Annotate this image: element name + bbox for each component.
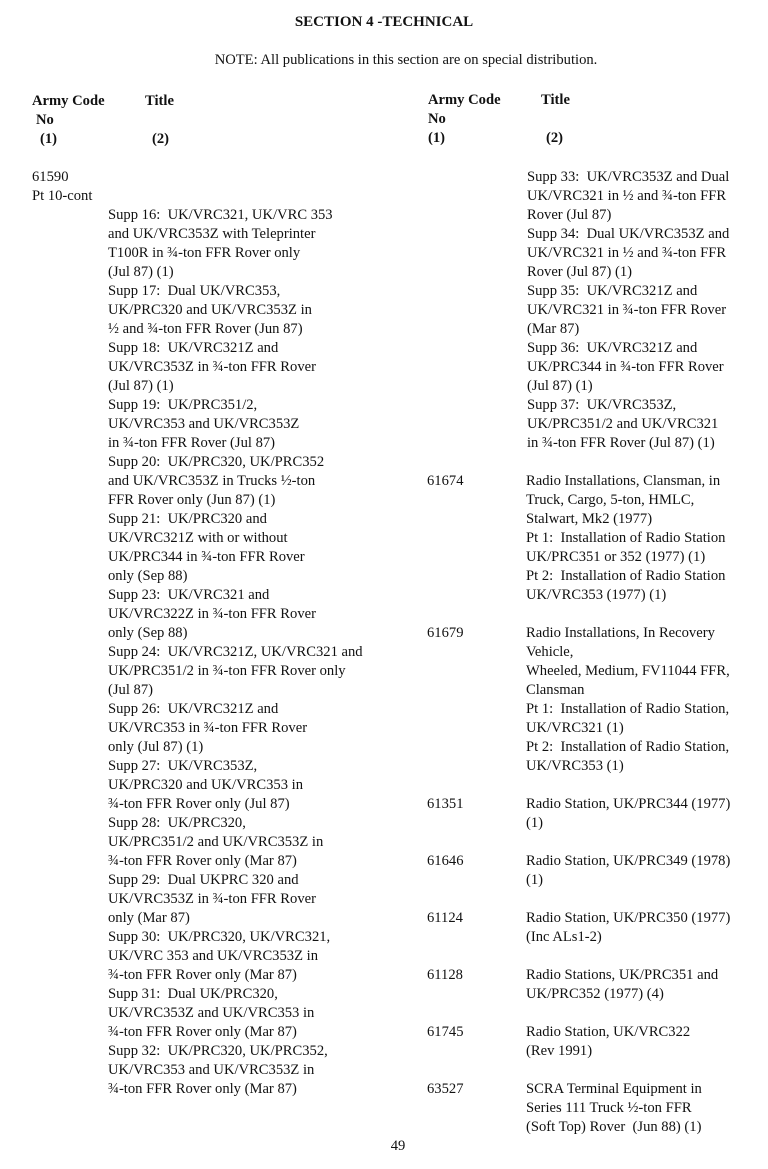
text-line: only (Sep 88) [108,625,188,641]
text-line: UK/PRC320 and UK/VRC353 in [108,777,304,793]
text-line: Vehicle, [526,644,574,660]
text-line: UK/PRC351/2 and UK/VRC353Z in [108,834,324,850]
text-line: Pt 1: Installation of Radio Station [526,530,726,546]
text-line: Series 111 Truck ½-ton FFR [526,1100,692,1116]
title-label: Title [145,93,174,109]
text-line: Supp 30: UK/PRC320, UK/VRC321, [108,929,331,945]
text-line: Radio Stations, UK/PRC351 and [526,967,719,983]
text-line: Supp 17: Dual UK/VRC353, [108,283,281,299]
text-line: ¾-ton FFR Rover only (Mar 87) [108,853,297,869]
text-line: (Inc ALs1-2) [526,929,602,945]
text-line: ¾-ton FFR Rover only (Mar 87) [108,1081,297,1097]
army-code-no-label: No [428,111,446,127]
text-line: Supp 19: UK/PRC351/2, [108,397,258,413]
text-line: (Soft Top) Rover (Jun 88) (1) [526,1119,702,1135]
text-line: only (Jul 87) (1) [108,739,204,755]
text-line: UK/VRC322Z in ¾-ton FFR Rover [108,606,316,622]
entry-army-code: 61679 [427,625,464,641]
text-line: Supp 21: UK/PRC320 and [108,511,267,527]
text-line: T100R in ¾-ton FFR Rover only [108,245,301,261]
army-code-label: Army Code [32,93,105,109]
text-line: in ¾-ton FFR Rover (Jul 87) (1) [527,435,715,451]
text-line: Radio Station, UK/PRC350 (1977) [526,910,731,926]
text-line: only (Mar 87) [108,910,190,926]
text-line: (1) [526,815,544,831]
text-line: UK/VRC353 in ¾-ton FFR Rover [108,720,308,736]
entry-title [526,624,730,776]
text-line: Supp 28: UK/PRC320, [108,815,246,831]
right-title-header [541,91,570,148]
text-line: UK/PRC351/2 in ¾-ton FFR Rover only [108,663,346,679]
text-line: Pt 1: Installation of Radio Station, [526,701,730,717]
text-line: Supp 23: UK/VRC321 and [108,587,270,603]
text-line: Supp 16: UK/VRC321, UK/VRC 353 [108,207,333,223]
text-line: UK/VRC353 (1) [526,758,624,774]
text-line: UK/VRC 353 and UK/VRC353Z in [108,948,318,964]
right-army-code-header [428,91,501,148]
text-line: Supp 27: UK/VRC353Z, [108,758,258,774]
entry-title [526,1023,690,1061]
left-title-header [145,92,174,149]
text-line: and UK/VRC353Z in Trucks ½-ton [108,473,316,489]
text-line: Supp 37: UK/VRC353Z, [527,397,677,413]
page-number: 49 [390,1138,406,1154]
text-line: UK/PRC351 or 352 (1977) (1) [526,549,706,565]
left-army-code-header [32,92,105,149]
distribution-note: NOTE: All publications in this section are on special distribution. [214,52,598,68]
col2-number-label: (2) [152,131,170,147]
text-line: Supp 24: UK/VRC321Z, UK/VRC321 and [108,644,363,660]
text-line: (Jul 87) (1) [108,264,174,280]
text-line: UK/VRC321Z with or without [108,530,288,546]
text-line: UK/PRC344 in ¾-ton FFR Rover [527,359,724,375]
text-line: UK/VRC321 (1) [526,720,624,736]
text-line: UK/VRC353Z in ¾-ton FFR Rover [108,891,316,907]
text-line: Supp 20: UK/PRC320, UK/PRC352 [108,454,325,470]
text-line: UK/VRC353 and UK/VRC353Z [108,416,300,432]
text-line: Supp 18: UK/VRC321Z and [108,340,279,356]
text-line: Supp 33: UK/VRC353Z and Dual [527,169,730,185]
text-line: in ¾-ton FFR Rover (Jul 87) [108,435,276,451]
text-line: Supp 32: UK/PRC320, UK/PRC352, [108,1043,328,1059]
left-part-label: Pt 10-cont [32,188,93,204]
text-line: UK/VRC353 (1977) (1) [526,587,667,603]
text-line: Stalwart, Mk2 (1977) [526,511,653,527]
text-line: Pt 2: Installation of Radio Station [526,568,726,584]
entry-title [526,472,725,605]
text-line: Rover (Jul 87) (1) [527,264,632,280]
text-line: UK/VRC353Z and UK/VRC353 in [108,1005,315,1021]
entry-title [526,795,730,833]
text-line: FFR Rover only (Jun 87) (1) [108,492,276,508]
text-line: (Jul 87) [108,682,153,698]
text-line: Supp 36: UK/VRC321Z and [527,340,698,356]
text-line: ¾-ton FFR Rover only (Jul 87) [108,796,290,812]
text-line: and UK/VRC353Z with Teleprinter [108,226,316,242]
text-line: Supp 29: Dual UKPRC 320 and [108,872,299,888]
left-army-code: 61590 [32,169,69,185]
army-code-label: Army Code [428,92,501,108]
text-line: only (Sep 88) [108,568,188,584]
text-line: Radio Installations, Clansman, in [526,473,721,489]
entry-army-code: 61124 [427,910,463,926]
entry-army-code: 61745 [427,1024,464,1040]
entry-army-code: 61646 [427,853,464,869]
text-line: Radio Station, UK/PRC349 (1978) [526,853,731,869]
entry-army-code: 61128 [427,967,463,983]
text-line: Pt 2: Installation of Radio Station, [526,739,730,755]
text-line: ¾-ton FFR Rover only (Mar 87) [108,967,297,983]
text-line: UK/PRC351/2 and UK/VRC321 [527,416,719,432]
entry-title [526,966,718,1004]
right-supplement-lines [527,168,729,453]
text-line: SCRA Terminal Equipment in [526,1081,702,1097]
text-line: Radio Installations, In Recovery [526,625,715,641]
text-line: Supp 26: UK/VRC321Z and [108,701,279,717]
col2-number-label: (2) [546,130,564,146]
entry-army-code: 63527 [427,1081,464,1097]
entry-army-code: 61674 [427,473,464,489]
text-line: (Jul 87) (1) [527,378,593,394]
text-line: ½ and ¾-ton FFR Rover (Jun 87) [108,321,303,337]
text-line: Supp 34: Dual UK/VRC353Z and [527,226,730,242]
text-line: Wheeled, Medium, FV11044 FFR, [526,663,730,679]
text-line: Rover (Jul 87) [527,207,612,223]
text-line: UK/PRC344 in ¾-ton FFR Rover [108,549,305,565]
col1-number-label: (1) [40,131,58,147]
entry-army-code: 61351 [427,796,464,812]
text-line: Clansman [526,682,585,698]
text-line: ¾-ton FFR Rover only (Mar 87) [108,1024,297,1040]
text-line: (1) [526,872,544,888]
text-line: Radio Station, UK/PRC344 (1977) [526,796,731,812]
text-line: UK/VRC321 in ½ and ¾-ton FFR [527,188,727,204]
army-code-no-label: No [36,112,54,128]
text-line: UK/PRC320 and UK/VRC353Z in [108,302,312,318]
text-line: (Mar 87) [527,321,580,337]
text-line: Supp 31: Dual UK/PRC320, [108,986,278,1002]
text-line: Truck, Cargo, 5-ton, HMLC, [526,492,695,508]
text-line: UK/VRC321 in ¾-ton FFR Rover [527,302,727,318]
col1-number-label: (1) [428,130,446,146]
text-line: UK/VRC353Z in ¾-ton FFR Rover [108,359,316,375]
text-line: Supp 35: UK/VRC321Z and [527,283,698,299]
text-line: UK/PRC352 (1977) (4) [526,986,664,1002]
entry-title [526,909,730,947]
entry-title [526,1080,702,1137]
title-label: Title [541,92,570,108]
section-title: SECTION 4 -TECHNICAL [294,14,474,30]
entry-title [526,852,730,890]
text-line: Radio Station, UK/VRC322 [526,1024,691,1040]
text-line: (Jul 87) (1) [108,378,174,394]
text-line: UK/VRC353 and UK/VRC353Z in [108,1062,315,1078]
left-entry-lines [108,206,363,1099]
text-line: UK/VRC321 in ½ and ¾-ton FFR [527,245,727,261]
text-line: (Rev 1991) [526,1043,593,1059]
